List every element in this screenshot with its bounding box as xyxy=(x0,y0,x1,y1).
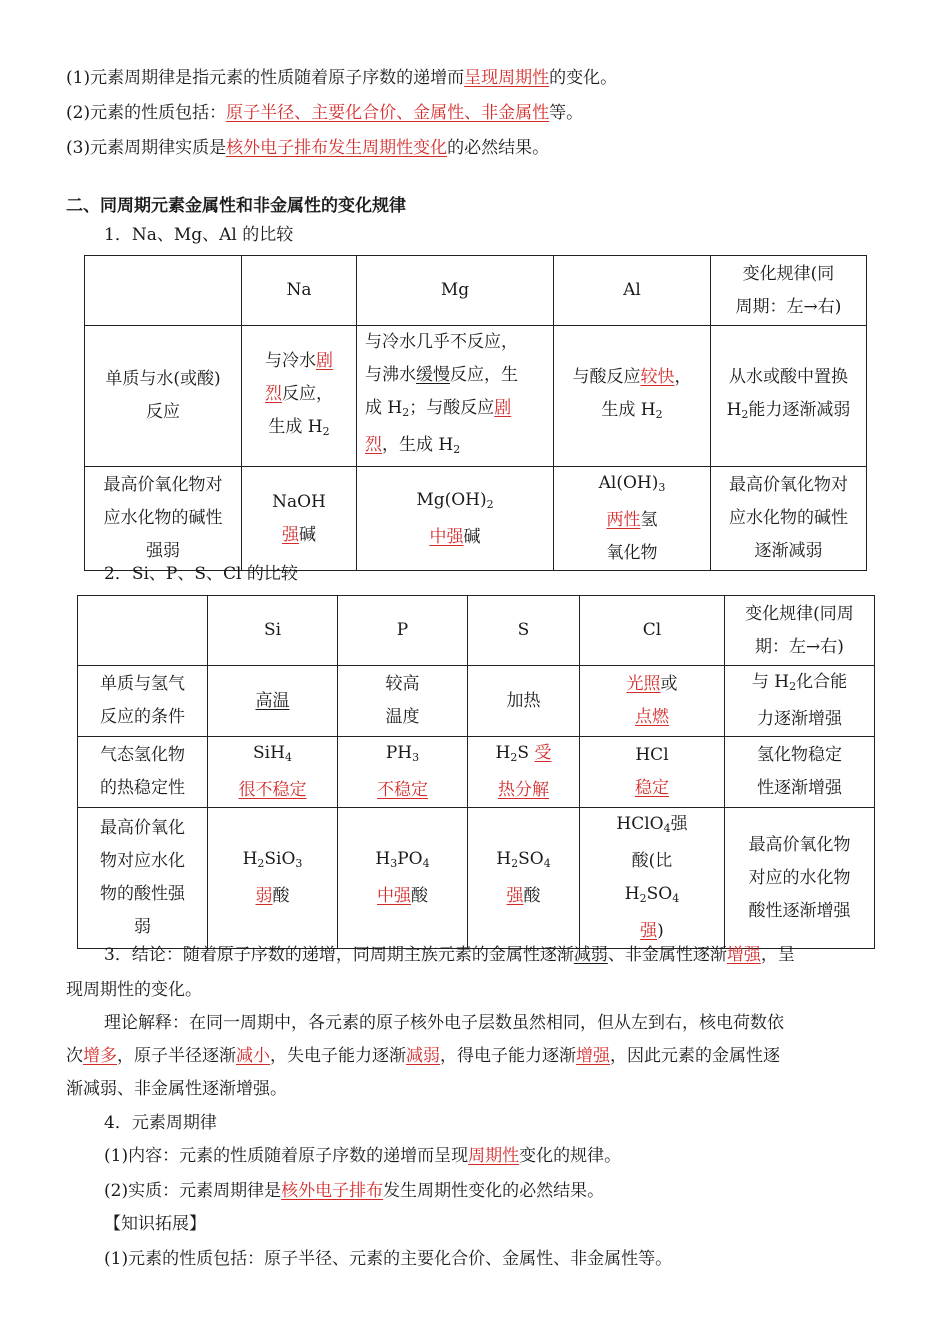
cell-rule: 最高价氧化物对 应水化物的碱性 逐渐减弱 xyxy=(711,467,867,571)
subsection-title-2: 2．Si、P、S、Cl 的比较 xyxy=(104,564,298,584)
answer-text: 核外电子排布发生周期性变化 xyxy=(226,138,448,158)
header-mg: Mg xyxy=(357,256,554,326)
header-rule: 变化规律(同周 期：左→右) xyxy=(725,596,875,666)
section-heading: 二、同周期元素金属性和非金属性的变化规律 xyxy=(66,196,406,216)
table-row-water xyxy=(85,326,867,467)
cell-si: $H_2SiO_3$ 弱酸 xyxy=(208,808,338,949)
table-si-p-s-cl xyxy=(77,595,875,949)
text: (1)元素周期律是指元素的性质随着原子序数的递增而 xyxy=(66,68,465,88)
table-na-mg-al xyxy=(84,255,867,571)
cell-cl: HCl 稳定 xyxy=(580,737,725,808)
law-title: 4．元素周期律 xyxy=(104,1113,217,1133)
header-empty xyxy=(85,256,242,326)
table-header-row xyxy=(78,596,875,666)
theory-line-3: 渐减弱、非金属性逐渐增强。 xyxy=(66,1079,287,1099)
cell-al: 与酸反应较快， 生成 $H_2$ xyxy=(554,326,711,467)
cell-al: $Al(OH)_3$ 两性氢 氧化物 xyxy=(554,467,711,571)
cell-na: 与冷水剧 烈反应， 生成 $H_2$ xyxy=(242,326,357,467)
header-p: P xyxy=(338,596,468,666)
text: 、非金属性逐渐 xyxy=(607,945,727,965)
table-row-base xyxy=(85,467,867,571)
header-si: Si xyxy=(208,596,338,666)
text: ，呈 xyxy=(760,945,795,965)
header-cl: Cl xyxy=(580,596,725,666)
cell-rule: 最高价氧化物 对应的水化物 酸性逐渐增强 xyxy=(725,808,875,949)
answer-text: 呈现周期性 xyxy=(464,68,550,88)
cell-si: SiH$_4$ 很不稳定 xyxy=(208,737,338,808)
row-label: 气态氢化物 的热稳定性 xyxy=(78,737,208,808)
table-header-row xyxy=(85,256,867,326)
row-label: 最高价氧化物对 应水化物的碱性 强弱 xyxy=(85,467,242,571)
row-label: 单质与氢气 反应的条件 xyxy=(78,666,208,737)
header-al: Al xyxy=(554,256,711,326)
cell-s: 加热 xyxy=(468,666,580,737)
law-line-2: (2)实质：元素周期律是核外电子排布发生周期性变化的必然结果。 xyxy=(104,1181,605,1201)
header-na: Na xyxy=(242,256,357,326)
table-row-acid xyxy=(78,808,875,949)
answer-text: 原子半径、主要化合价、金属性、非金属性 xyxy=(226,103,550,123)
conclusion-line-1 xyxy=(104,944,795,966)
intro-line-1 xyxy=(66,67,617,89)
text: (2)元素的性质包括： xyxy=(66,103,227,123)
text: (3)元素周期律实质是 xyxy=(66,138,227,158)
conclusion-line-2: 现周期性的变化。 xyxy=(66,980,202,1000)
cell-p: $H_3PO_4$ 中强酸 xyxy=(338,808,468,949)
text: 等。 xyxy=(549,103,584,123)
text: 的变化。 xyxy=(549,68,618,88)
extension-title: 【知识拓展】 xyxy=(104,1214,206,1234)
answer-text: 增强 xyxy=(726,945,761,965)
underlined-text: 减弱 xyxy=(573,945,608,965)
cell-si: 高温 xyxy=(208,666,338,737)
cell-s: $H_2S$ 受 热分解 xyxy=(468,737,580,808)
cell-mg: $Mg(OH)_2$ 中强碱 xyxy=(357,467,554,571)
cell-na: NaOH 强碱 xyxy=(242,467,357,571)
cell-rule: 从水或酸中置换 $H_2$能力逐渐减弱 xyxy=(711,326,867,467)
text: 3．结论：随着原子序数的递增，同周期主族元素的金属性逐渐 xyxy=(104,945,574,965)
subsection-title-1: 1．Na、Mg、Al 的比较 xyxy=(104,225,294,245)
cell-rule: 氢化物稳定 性逐渐增强 xyxy=(725,737,875,808)
cell-mg: 与冷水几乎不反应， 与沸水缓慢反应，生 成 $H_2$；与酸反应剧 烈，生成 $H_2$ xyxy=(357,326,554,467)
header-empty xyxy=(78,596,208,666)
cell-p: 较高 温度 xyxy=(338,666,468,737)
table-row-hydride xyxy=(78,737,875,808)
theory-line-1: 理论解释：在同一周期中，各元素的原子核外电子层数虽然相同，但从左到右，核电荷数依 xyxy=(104,1013,784,1033)
extension-line-1: (1)元素的性质包括：原子半径、元素的主要化合价、金属性、非金属性等。 xyxy=(104,1249,673,1269)
cell-cl: 光照或 点燃 xyxy=(580,666,725,737)
cell-p: $PH_3$ 不稳定 xyxy=(338,737,468,808)
row-label: 单质与水(或酸) 反应 xyxy=(85,326,242,467)
intro-line-3 xyxy=(66,137,549,159)
row-label: 最高价氧化 物对应水化 物的酸性强 弱 xyxy=(78,808,208,949)
intro-line-2 xyxy=(66,102,583,124)
text: 的必然结果。 xyxy=(447,138,550,158)
cell-rule: 与 $H_2$化合能 力逐渐增强 xyxy=(725,666,875,737)
table-row-hydrogen xyxy=(78,666,875,737)
cell-s: $H_2SO_4$ 强酸 xyxy=(468,808,580,949)
law-line-1: (1)内容：元素的性质随着原子序数的递增而呈现周期性变化的规律。 xyxy=(104,1146,622,1166)
header-rule: 变化规律(同 周期：左→右) xyxy=(711,256,867,326)
theory-line-2: 次增多，原子半径逐渐减小，失电子能力逐渐减弱，得电子能力逐渐增强，因此元素的金属性逐 xyxy=(66,1046,780,1066)
header-s: S xyxy=(468,596,580,666)
cell-cl: HClO$_4$强 酸(比 $H_2SO_4$ 强) xyxy=(580,808,725,949)
